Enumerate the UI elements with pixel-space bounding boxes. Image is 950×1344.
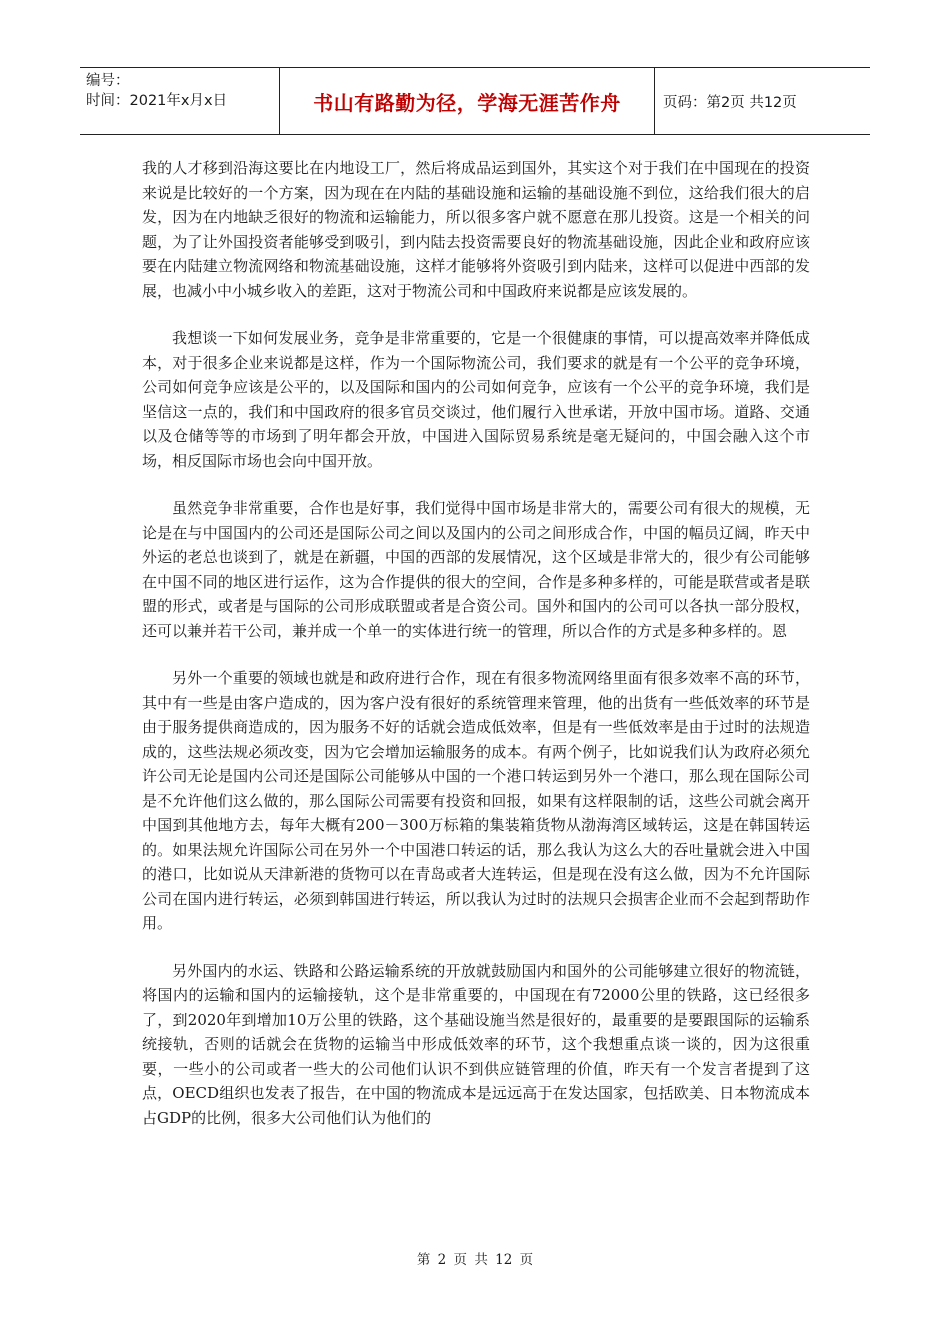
header-motto: 书山有路勤为径，学海无涯苦作舟 xyxy=(313,90,621,115)
document-header xyxy=(80,67,870,135)
header-page-cell xyxy=(655,68,870,134)
header-meta-cell xyxy=(80,68,280,134)
paragraph-1: 我的人才移到沿海这要比在内地设工厂，然后将成品运到国外，其实这个对于我们在中国现在的投资来说是比较好的一个方案，因为现在在内陆的基础设施和运输的基础设施不到位，这给我们很大的启发，因为在内地缺乏很好的物流和运输能力，所以很多客户就不愿意在那儿投资。这是一个相关的问题，为了让外国投资者能够受到吸引，到内陆去投资需要良好的物流基础设施，因此企业和政府应该要在内陆建立物流网络和物流基础设施，这样才能够将外资吸引到内陆来，这样可以促进中西部的发展，也减小中小城乡收入的差距，这对于物流公司和中国政府来说都是应该发展的。 xyxy=(142,159,810,300)
page-footer xyxy=(0,1248,950,1268)
paragraph-3: 虽然竞争非常重要，合作也是好事，我们觉得中国市场是非常大的，需要公司有很大的规模，无论是在与中国国内的公司还是国际公司之间以及国内的公司之间形成合作，中国的幅员辽阔，昨天中外运的老总也谈到了，就是在新疆，中国的西部的发展情况，这个区域是非常大的，很少有公司能够在中国不同的地区进行运作，这为合作提供的很大的空间，合作是多种多样的，可能是联营或者是联盟的形式，或者是与国际的公司形成联盟或者是合资公司。国外和国内的公司可以各执一部分股权，还可以兼并若干公司，兼并成一个单一的实体进行统一的管理，所以合作的方式是多种多样的。恩 xyxy=(142,499,810,640)
footer-page-number: 第 2 页 共 12 页 xyxy=(416,1252,534,1268)
serial-number-label: 编号： xyxy=(86,73,130,89)
header-page-info: 页码：第2页 共12页 xyxy=(663,94,797,111)
paragraph-2: 我想谈一下如何发展业务，竞争是非常重要的，它是一个很健康的事情，可以提高效率并降低成本，对于很多企业来说都是这样，作为一个国际物流公司，我们要求的就是有一个公平的竞争环境，公司如何竞争应该是公平的，以及国际和国内的公司如何竞争，应该有一个公平的竞争环境，我们是坚信这一点的，我们和中国政府的很多官员交谈过，他们履行入世承诺，开放中国市场。道路、交通以及仓储等等的市场到了明年都会开放，中国进入国际贸易系统是毫无疑问的，中国会融入这个市场，相反国际市场也会向中国开放。 xyxy=(142,329,810,470)
paragraph-5: 另外国内的水运、铁路和公路运输系统的开放就鼓励国内和国外的公司能够建立很好的物流链，将国内的运输和国内的运输接轨，这个是非常重要的，中国现在有72000公里的铁路，这已经很多了，到2020年到增加10万公里的铁路，这个基础设施当然是很好的，最重要的是要跟国际的运输系统接轨，否则的话就会在货物的运输当中形成低效率的环节，这个我想重点谈一谈的，因为这很重要，一些小的公司或者一些大的公司他们认识不到供应链管理的价值，昨天有一个发言者提到了这点，OECD组织也发表了报告，在中国的物流成本是远远高于在发达国家，包括欧美、日本物流成本占GDP的比例，很多大公司他们认为他们的 xyxy=(142,961,810,1127)
header-motto-cell xyxy=(280,68,655,134)
document-body xyxy=(142,156,810,1153)
date-label: 时间：2021年x月x日 xyxy=(86,93,228,109)
paragraph-4: 另外一个重要的领域也就是和政府进行合作，现在有很多物流网络里面有很多效率不高的环节，其中有一些是由客户造成的，因为客户没有很好的系统管理来管理，他的出货有一些低效率的环节是由于服务提供商造成的，因为服务不好的话就会造成低效率，但是有一些低效率是由于过时的法规造成的，这些法规必须改变，因为它会增加运输服务的成本。有两个例子，比如说我们认为政府必须允许公司无论是国内公司还是国际公司能够从中国的一个港口转运到另外一个港口，那么现在国际公司是不允许他们这么做的，那么国际公司需要有投资和回报，如果有这样限制的话，这些公司就会离开中国到其他地方去，每年大概有200－300万标箱的集装箱货物从渤海湾区域转运，这是在韩国转运的。如果法规允许国际公司在另外一个中国港口转运的话，那么我认为这么大的吞吐量就会进入中国的港口，比如说从天津新港的货物可以在青岛或者大连转运，但是现在没有这么做，因为不允许国际公司在国内进行转运，必须到韩国进行转运，所以我认为过时的法规只会损害企业而不会起到帮助作用。 xyxy=(142,669,810,932)
